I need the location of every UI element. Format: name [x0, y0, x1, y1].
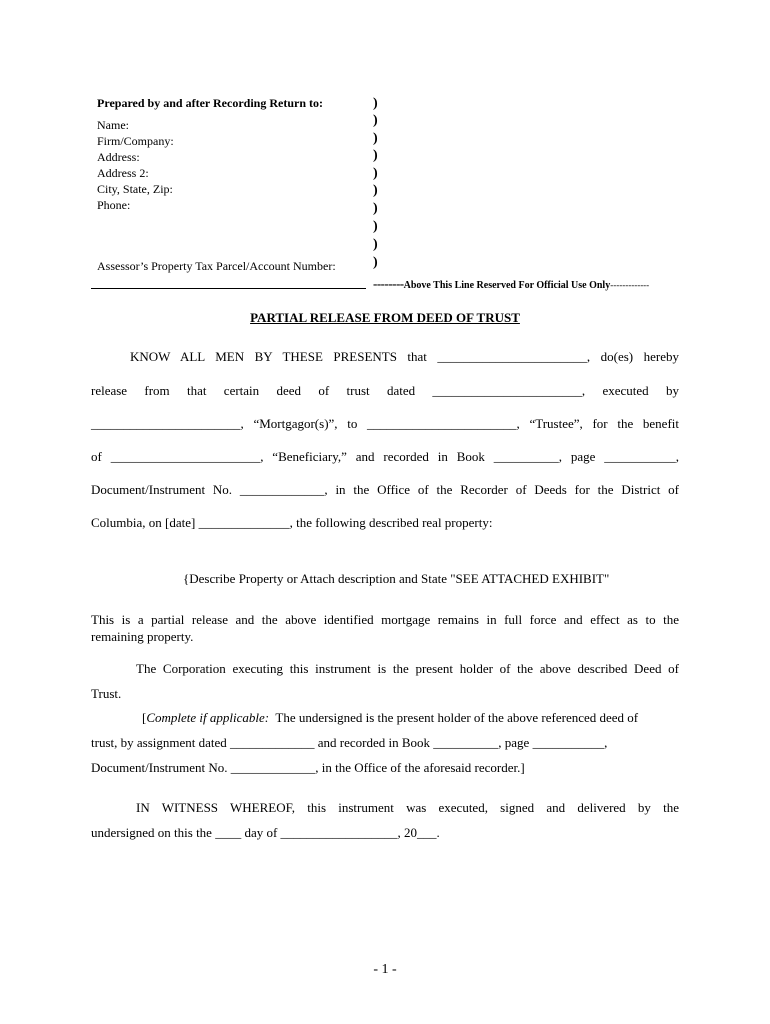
body-line: IN WITNESS WHEREOF, this instrument was executed, signed and delivered by the [136, 800, 679, 815]
body-line: release from that certain deed of trust dated _______________________, executed by [91, 383, 679, 398]
field-city-state-zip-label: City, State, Zip: [97, 182, 173, 196]
body-line: The Corporation executing this instrument is the present holder of the above described Deed of [136, 661, 679, 676]
bracket-mark: ) [373, 237, 378, 252]
assessor-signature-line [91, 288, 366, 289]
assessor-parcel-label: Assessor’s Property Tax Parcel/Account Number: [97, 259, 336, 273]
complete-if-applicable-label: Complete if applicable: [146, 710, 270, 725]
bracket-mark: ) [373, 201, 378, 216]
bracket-open: [ [142, 710, 147, 725]
field-phone-label: Phone: [97, 198, 131, 212]
body-line: _______________________, “Mortgagor(s)”, to _______________________, “Trustee”, for the benefit [91, 416, 679, 431]
prepared-by-heading: Prepared by and after Recording Return to: [97, 96, 323, 110]
bracket-mark: ) [373, 183, 378, 198]
bracket-mark: ) [373, 166, 378, 181]
body-line: KNOW ALL MEN BY THESE PRESENTS that _______________________, do(es) hereby [130, 349, 679, 364]
bracket-mark: ) [373, 131, 378, 146]
field-firm-label: Firm/Company: [97, 134, 174, 148]
body-line: trust, by assignment dated _____________ and recorded in Book __________, page ___________, [91, 735, 608, 750]
bracket-mark: ) [373, 219, 378, 234]
official-use-notice [373, 276, 649, 292]
bracket-mark: ) [373, 148, 378, 163]
body-line: Trust. [91, 686, 122, 701]
body-line: This is a partial release and the above identified mortgage remains in full force and effect as to the [91, 612, 679, 627]
body-line: Document/Instrument No. _____________, in the Office of the aforesaid recorder.] [91, 760, 525, 775]
field-address2-label: Address 2: [97, 166, 149, 180]
document-title: PARTIAL RELEASE FROM DEED OF TRUST [250, 310, 520, 325]
page-number: - 1 - [373, 962, 397, 977]
body-line: of _______________________, “Beneficiary,” and recorded in Book __________, page ___________, [91, 449, 679, 464]
reserved-dashes-tail: ------------- [610, 280, 650, 290]
describe-property-instruction: {Describe Property or Attach description and State "SEE ATTACHED EXHIBIT" [183, 571, 610, 586]
body-text: The undersigned is the present holder of the above referenced deed of [269, 710, 639, 725]
complete-if-applicable-line [142, 710, 638, 726]
body-line: Document/Instrument No. _____________, in the Office of the Recorder of Deeds for the District of [91, 482, 679, 497]
bracket-mark: ) [373, 96, 378, 111]
bracket-mark: ) [373, 113, 378, 128]
field-address-label: Address: [97, 150, 140, 164]
field-name-label: Name: [97, 118, 129, 132]
body-line: undersigned on this the ____ day of __________________, 20___. [91, 825, 440, 840]
reserved-text: Above This Line Reserved For Official Use Only [403, 280, 611, 291]
reserved-dashes-lead: -------- [373, 276, 404, 291]
body-line: remaining property. [91, 629, 194, 644]
bracket-mark: ) [373, 255, 378, 270]
body-line: Columbia, on [date] ______________, the following described real property: [91, 515, 493, 530]
